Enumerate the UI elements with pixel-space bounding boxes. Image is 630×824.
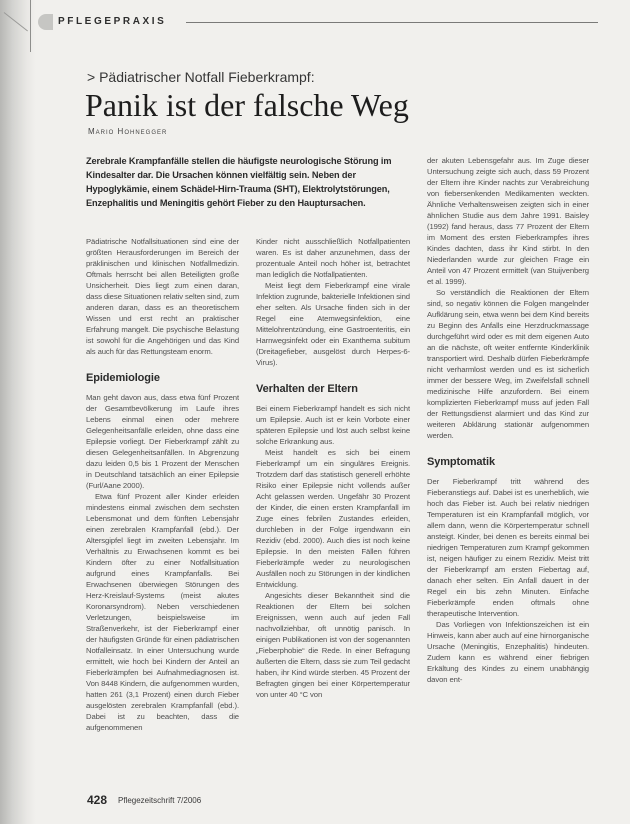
body-paragraph: Meist liegt dem Fieberkrampf eine virale Infektion zugrunde, bakterielle Infektionen sind eher selten. Als Ursache finden sich in der Regel eine Atemwegsinfektion, eine Mittelohrentzündung, eine Gastroenteritis, ein Harnwegsinfekt oder ein Exanthema subitum (Dreitagefieber, ausgelöst durch Herpes-6-Virus). bbox=[256, 281, 410, 367]
scan-gutter-shadow bbox=[0, 0, 36, 824]
body-paragraph: Das Vorliegen von Infektionszeichen ist ein Hinweis, kann aber auch auf eine hirnorganische Ursache (Meningitis, Enzephalitis) hindeuten. Zudem kann es während einer fiebrigen Erkältung des Kindes zu einem unabhängig davon ent- bbox=[427, 620, 589, 684]
body-paragraph: der akuten Lebensgefahr aus. Im Zuge dieser Untersuchung zeigte sich auch, dass 59 Prozent der Eltern ihre Kinder nachts zur Verabreichung von fiebersenkenden Medikamenten weckten. Ähnliche Verhaltensweisen zeigten sich in einer ähnlichen Studie aus dem Jahre 1991. Baisley (1992) fand heraus, dass 77 Prozent der Eltern im Moment des ersten Fieberkrampfes ihres Kindes dachten, dass ihr Kind stirbt. In den Niederlanden wurde zur gleichen Frage ein Anteil von 47 Prozent ermittelt (van Stuijvenberg et al. 1999). bbox=[427, 156, 589, 286]
body-paragraph: Meist handelt es sich bei einem Fieberkrampf um ein singuläres Ereignis. Trotzdem darf das statistisch generell erhöhte Risiko einer Epilepsie nicht vollends außer Acht gelassen werden. Ungefähr 30 Prozent der Kinder, die einen ersten Krampfanfall im Zuge eines febrilen Zustandes erleiden, durchleben in der Folge irgendwann ein Rezidiv (ebd. 2000). Auch dies ist noch keine Epilepsie. In den meisten Fällen führen Fieberkrämpfe weder zu neurologischen Ausfällen noch zu Störungen in der kindlichen Entwicklung. bbox=[256, 448, 410, 589]
scan-edge-line bbox=[30, 0, 31, 52]
section-tab-cap bbox=[38, 14, 53, 30]
body-paragraph: Pädiatrische Notfallsituationen sind eine der größten Herausforderungen im Bereich der präklinischen und klinischen Notfallmedizin. Oftmals herrscht bei allen Beteiligten große Unsicherheit. Dies liegt zum einen daran, dass diese Situationen relativ selten sind, zum anderen daran, dass es an theoretischem Wissen und erst recht an praktischer Erfahrung mangelt. Die psychische Belastung ist sowohl für die Angehörigen und das Kind als auch für das Rettungsteam enorm. bbox=[86, 237, 239, 356]
section-label: PFLEGEPRAXIS bbox=[58, 16, 167, 27]
publication-name: Pflegezeitschrift 7/2006 bbox=[118, 796, 202, 805]
body-paragraph: Bei einem Fieberkrampf handelt es sich nicht um Epilepsie. Auch ist er kein Vorbote einer späteren Epilepsie und löst auch selbst keine solche Erkrankung aus. bbox=[256, 404, 410, 446]
body-paragraph: Etwa fünf Prozent aller Kinder erleiden mindestens einmal zwischen dem sechsten Lebensmonat und dem fünften Lebensjahr einen zerebralen Krampfanfall (ebd.). Der Altersgipfel liegt im zweiten Lebensjahr. Im Verhältnis zu Erwachsenen kommt es bei Kindern öfter zu einer Notfallsituation aufgrund eines Krampfanfalls. Bei Erwachsenen überwiegen Störungen des Herz-Kreislauf-Systems (meist akutes Koronarsyndrom). Neben verschiedenen Verletzungen, beispielsweise im Straßenverkehr, ist der Fieberkrampf einer der häufigsten Gründe für einen pädiatrischen Notfalleinsatz. In einer Untersuchung wurde ermittelt, wie hoch bei Kindern der Anteil an Fieberkrämpfen bei Aufnahmediagnosen ist. Von 8448 Kindern, die aufgenommen wurden, hatten 261 (3,1 Prozent) einen durch Fieber ausgelösten zerebralen Krampfanfall (ebd.). Dabei ist zu beachten, dass die aufgenommenen bbox=[86, 492, 239, 732]
article-kicker: > Pädiatrischer Notfall Fieberkrampf: bbox=[87, 69, 315, 85]
article-title: Panik ist der falsche Weg bbox=[85, 87, 409, 123]
text-column-3 bbox=[427, 155, 589, 786]
section-heading-epidemiologie: Epidemiologie bbox=[86, 372, 160, 384]
body-paragraph: Kinder nicht ausschließlich Notfallpatienten waren. Es ist daher anzunehmen, dass der prozentuale Anteil noch höher ist, betrachtet man lediglich die Notfallpatienten. bbox=[256, 237, 410, 279]
header-rule bbox=[186, 22, 598, 23]
body-paragraph: Angesichts dieser Bekanntheit sind die Reaktionen der Eltern bei solchen Ereignissen, wenn auch auf jeden Fall nachvollziehbar, oft unnötig panisch. In einigen Publikationen ist von der sogenannten „Fieberphobie“ die Rede. In einer Befragung äußerten die Eltern, dass sie zum Teil gedacht haben, ihr Kind würde sterben. 45 Prozent der Befragten gingen bei einer Körpertemperatur von unter 40 °C von bbox=[256, 591, 410, 699]
text-column-1 bbox=[86, 236, 239, 786]
article-author: Mario Hohnegger bbox=[88, 127, 168, 136]
body-paragraph: Der Fieberkrampf tritt während des Fieberanstiegs auf. Dabei ist es unerheblich, wie hoch das Fieber ist. Auch bei relativ niedrigen Temperaturen ist ein Krampfanfall möglich, vor allem dann, wenn die Körpertemperatur schnell ansteigt. Kinder, bei denen es bereits einmal bei niedrigen Temperaturen zum Krampf gekommen ist, neigen häufiger zu einem Rezidiv. Meist tritt der Fieberkrampf am ersten Fiebertag auf, danach eher selten. Ein Anfall dauert in der Regel ein bis zehn Minuten. Einfache Fieberkrämpfe enden oftmals ohne therapeutische Intervention. bbox=[427, 477, 589, 618]
body-paragraph: Man geht davon aus, dass etwa fünf Prozent der Gesamtbevölkerung im Laufe ihres Lebens einmal einen oder mehrere Gelegenheitsanfälle erleiden, ohne dass eine Epilepsie vorliegt. Der Fieberkrampf zählt zu diesen Gelegenheitsanfällen. In Abgrenzung dazu leiden 0,5 bis 1 Prozent der Menschen in Deutschland tatsächlich an einer Epilepsie (Furl/Aane 2000). bbox=[86, 393, 239, 490]
article-lead: Zerebrale Krampfanfälle stellen die häufigste neurologische Störung im Kindesalter dar. Die Ursachen können vielfältig sein. Neben der Hypoglykämie, einem Schädel-Hirn-Trauma (SHT), Elektrolytstörungen, Enzephalitis und Meningitis gehört Fieber zu den Hauptursachen. bbox=[86, 156, 392, 208]
text-column-2 bbox=[256, 236, 410, 786]
section-heading-verhalten-der-eltern: Verhalten der Eltern bbox=[256, 383, 358, 395]
body-paragraph: So verständlich die Reaktionen der Eltern sind, so negativ können die Folgen mangelnder Aufklärung sein, etwa wenn bei dem Kind bereits zu Beginn des Anfalls eine Herzdruckmassage durchgeführt wird oder es mit dem eigenen Auto an die nächste, oft weiter entfernte Kinderklinik transportiert wird. Deshalb dürfen Fieberkrämpfe nicht verharmlost werden und es ist sicherlich immer der bessere Weg, im Zweifelsfall schnell medizinische Hilfe anzufordern. Bei einem komplizierten Fieberkrampf muss auf jeden Fall der Rettungsdienst alarmiert und das Kind zur weiteren Abklärung stationär aufgenommen werden. bbox=[427, 288, 589, 440]
page-number: 428 bbox=[87, 793, 108, 807]
section-heading-symptomatik: Symptomatik bbox=[427, 456, 495, 468]
